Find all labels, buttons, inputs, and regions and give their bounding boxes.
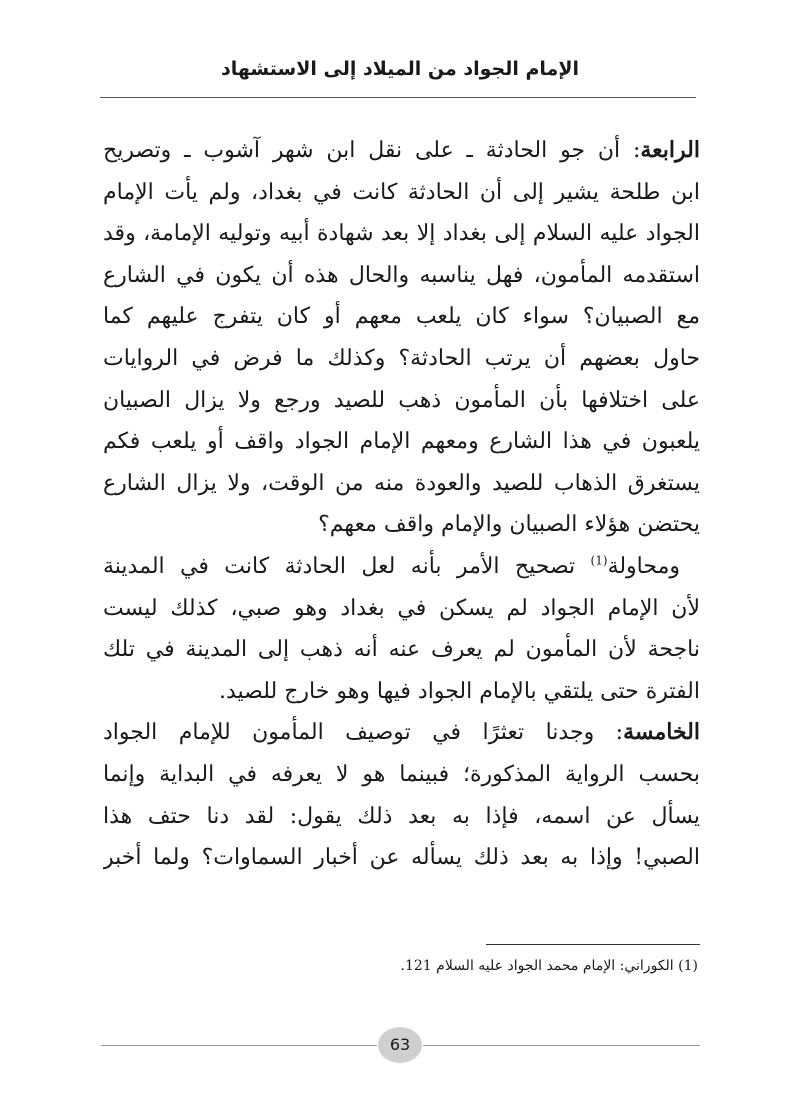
text-line: يستغرق الذهاب للصيد والعودة منه من الوقت، ولا يزال الشارع: [103, 470, 700, 496]
text-line: الصبي! وإذا به بعد ذلك يسأله عن أخبار السماوات؟ ولما أخبر: [103, 845, 700, 871]
text-line: يحتضن هؤلاء الصبيان والإمام واقف معهم؟: [318, 512, 700, 538]
header-divider: [100, 97, 696, 98]
text-line: الفترة حتى يلتقي بالإمام الجواد فيها وهو خارج للصيد.: [218, 678, 700, 704]
paragraph-medina-attempt: [103, 546, 700, 712]
text-line: بحسب الرواية المذكورة؛ فبينما هو لا يعرفه في البداية وإنما: [103, 761, 700, 787]
page-number: 63: [378, 1027, 422, 1063]
text-line-content: ومحاولة: [607, 553, 680, 579]
text-line: استقدمه المأمون، فهل يناسبه والحال هذه أن يكون في الشارع: [103, 262, 700, 288]
footnote-reference-mark: (1): [590, 553, 608, 568]
text-line: الجواد عليه السلام إلى بغداد إلا بعد شهادة أبيه وتوليه الإمامة، وقد: [103, 221, 700, 247]
text-line: على اختلافها بأن المأمون ذهب للصيد ورجع ولا يزال الصبيان: [103, 387, 700, 413]
text-line: لأن الإمام الجواد لم يسكن في بغداد وهو صبي، كذلك ليست: [103, 595, 700, 621]
point-heading-fifth: الخامسة: [623, 719, 700, 746]
text-line-content: : وجدنا تعثرًا في توصيف المأمون للإمام الجواد: [103, 720, 624, 746]
text-line: [103, 130, 700, 172]
text-line: يسأل عن اسمه، فإذا به بعد ذلك يقول: لقد دنا حتف هذا: [103, 803, 700, 829]
running-header-title: الإمام الجواد من الميلاد إلى الاستشهاد: [221, 58, 579, 80]
footnote-divider: [486, 944, 700, 945]
text-line: يلعبون في هذا الشارع ومعهم الإمام الجواد واقف أو يلعب فكم: [103, 429, 700, 455]
text-line: ابن طلحة يشير إلى أن الحادثة كانت في بغداد، ولم يأت الإمام: [103, 179, 700, 205]
main-text: [103, 130, 700, 879]
text-line-content: : أن جو الحادثة ـ على نقل ابن شهر آشوب ـ وتصريح: [103, 138, 641, 163]
paragraph-fifth-point: [103, 712, 700, 878]
text-line: ناجحة لأن المأمون لم يعرف عنه أنه ذهب إلى المدينة في تلك: [103, 637, 700, 663]
footer-rule-left: [101, 1045, 377, 1046]
paragraph-fourth-point: [103, 130, 700, 546]
text-line: [103, 712, 700, 754]
footer-rule-right: [423, 1045, 700, 1046]
text-line: [103, 546, 700, 588]
footnote: (1) الكوراني: الإمام محمد الجواد عليه السلام 121.: [400, 958, 698, 974]
text-line-content: تصحيح الأمر بأنه لعل الحادثة كانت في المدينة: [103, 553, 591, 579]
text-line: حاول بعضهم أن يرتب الحادثة؟ وكذلك ما فرض في الروايات: [103, 345, 700, 371]
point-heading-fourth: الرابعة: [640, 137, 700, 163]
text-line: مع الصبيان؟ سواء كان يلعب معهم أو كان يتفرج عليهم كما: [103, 304, 700, 330]
